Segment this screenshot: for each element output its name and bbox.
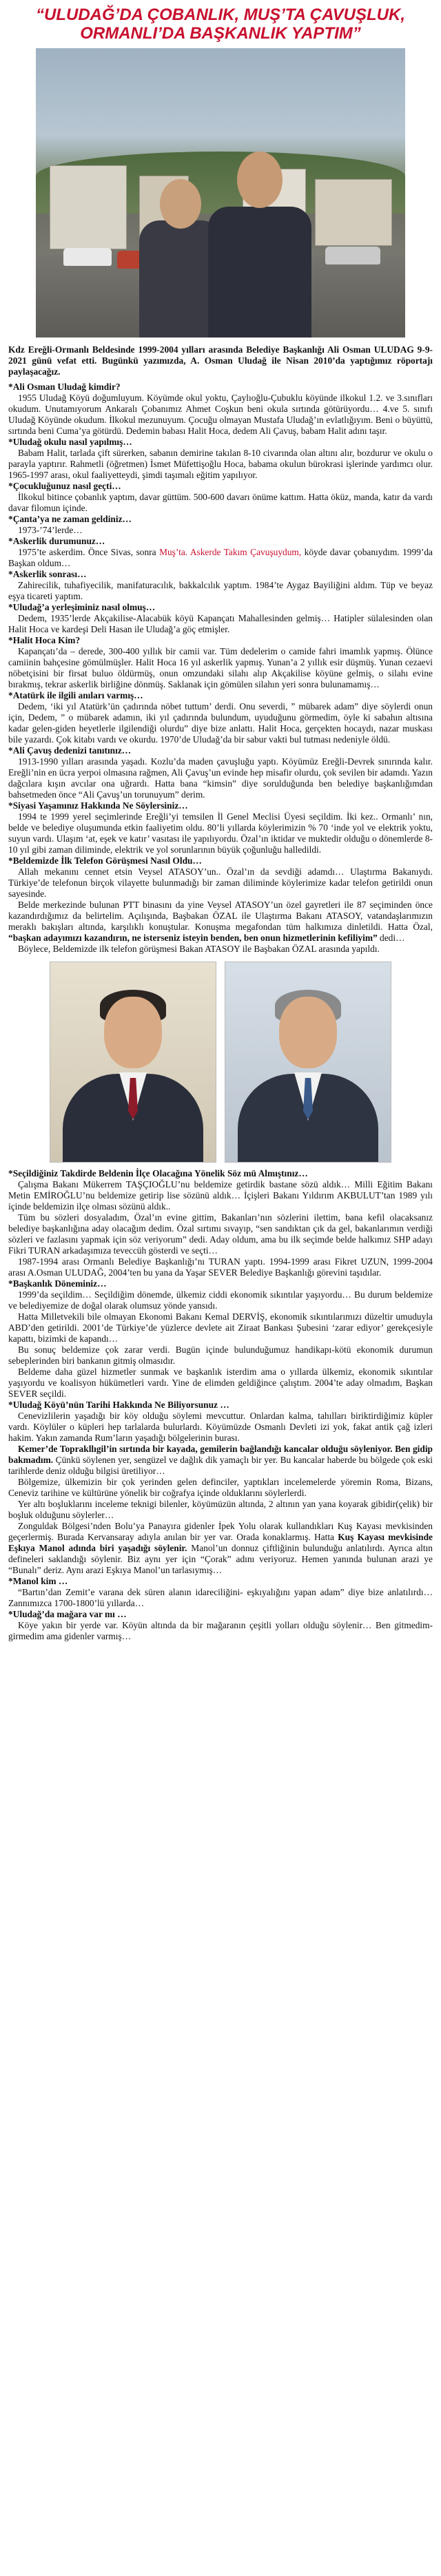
- headline-line-2: ORMANLI’DA BAŞKANLIK YAPTIM”: [80, 24, 361, 43]
- interview-answer: 1975’te askerdim. Önce Sivas, sonra Muş’ta. Askerde Takım Çavuşuydum, köyde davar çobanıydım. 1999’da Başkan oldum…: [8, 547, 433, 568]
- interview-question: *Başkanlık Döneminiz…: [8, 1278, 107, 1289]
- photo-car: [325, 247, 380, 264]
- caption-question: *Seçildiğiniz Takdirde Beldenin İlçe Olacağına Yönelik Söz mü Almıştınız…: [8, 1168, 308, 1178]
- interview-answer: Babam Halit, tarlada çift sürerken, sabanın demirine takılan 8-10 civarında olan altını alır, bozdurur ve okulu o parayla yaptırır. Rahmetli (öğretmen) İsmet Müfettişoğlu Hoca, babama okulun bürokrasi işlerinde yardımcı olur. 1965-1997 arası, okul faaliyetteydi, şimdi taşımalı eğitim yapılıyor.: [8, 448, 433, 480]
- interview-question: *Siyasi Yaşamınız Hakkında Ne Söylersiniz…: [8, 800, 188, 811]
- interview-answer: Böylece, Beldemizde ilk telefon görüşmesi Bakan ATASOY ile Başbakan ÖZAL arasında yapıldı.: [18, 944, 380, 954]
- interview-answer: 1999’da seçildim… Seçildiğim dönemde, ülkemiz ciddi ekonomik sıkıntılar yaşıyordu… Bu durum beldemize ve belediyemize de doğal olarak olumsuz yönde yansıdı.: [8, 1289, 433, 1311]
- caption-paragraph: Çalışma Bakanı Mükerrem TAŞÇIOĞLU’nu beldemize getirdik bastane sözü aldık… Milli Eğitim Bakanı Metin EMİROĞLU’nu beldemize getirip lise sözünü aldık… İçişleri Bakanı Yıldırım AKBULUT’tan 1989 yılı içinde beldemizin ilçe olması sözünü aldık..: [8, 1179, 433, 1212]
- interview-section-1: [8, 382, 433, 955]
- interview-answer: İlkokul bitince çobanlık yaptım, davar güttüm. 500-600 davarı önüme kattım. Hatta öküz, manda, katır da vardı davar filomun içinde.: [8, 492, 433, 513]
- interview-answer: “Bartın’dan Zemit’e varana dek süren alanın idareciliğini- eşkıyalığını yapan adam” diye bize anlatılırdı… Zannımızca 1700-1800’lü yıllarda…: [8, 1587, 433, 1608]
- interview-answer: 1955 Uludağ Köyü doğumluyum. Köyümde okul yoktu, Çaylıoğlu-Çubuklu köyünde ilkokul 1.2. ve 3.sınıfları okudum. Unutamıyorum Ankaralı Çobanımız Ahmet Coşkun beni okula sırtında götürüyordu… 4.ve 5. sınıfı Uludağ Köyünde okudum. İlkokul mezunuyum. Çocuğu olmayan Mustafa Uludağ’ın evlatlığıyım. Beni o büyüttü, sırtında beni Cuma’ya götürdü. Dedemin babası Halit Hoca, dedem Ali Çavuş, babam Halit adını taşır.: [8, 393, 433, 436]
- interview-question: *Halit Hoca Kim?: [8, 635, 81, 645]
- interview-question: *Ali Çavuş dedenizi tanıtınız…: [8, 745, 132, 756]
- interview-question: *Uludağ okulu nasıl yapılmış…: [8, 437, 132, 447]
- street-photo: [36, 48, 405, 337]
- interview-answer: Dedem, 1935’lerde Akçakilise-Alacabük köyü Kapançatı Mahallesinden gelmiş… Hatipler sülalesinden olan Halit Hoca ve kardeşi Deli Hasan ile Uludağ’a göç etmişler.: [8, 613, 433, 634]
- intro-paragraph: Kdz Ereğli-Ormanlı Beldesinde 1999-2004 yılları arasında Belediye Başkanlığı Ali Osman ULUDAG 9-9-2021 günü vefat etti. Bugünkü yazımızda, A. Osman Uludağ ile Nisan 2010’da yaptığımız röportajı paylaşacağız.: [8, 344, 433, 377]
- interview-answer: Hatta Milletvekili bile olmayan Ekonomi Bakanı Kemal DERVİŞ, ekonomik sıkıntılarımızı düzeltir umuduyla ABD’den getirildi. 2001’de Türkiye’de yüzlerce devlete ait Ziraat Bankası Şubesini ‘zarar ediyor’ gerekçesiyle kapattı, bizimki de kapandı…: [8, 1311, 433, 1344]
- interview-answer: Bu sonuç beldemize çok zarar verdi. Bugün içinde bulunduğumuz handikapı-kötü ekonomik durumun sebeplerinden biri bankanın gitmiş olmasıdır.: [8, 1344, 433, 1366]
- interview-answer: Kapançatı’da – derede, 300-400 yıllık bir camii var. Tüm dedelerim o camide fahri imamlık yapmış. Ölünce camiinin bahçesine gömülmüşler. Halit Hoca 16 yıl askerlik yapmış. Yunan’a 2 yıllık esir düşmüş. Yunan cezaevi nöbetçisini bir firsat buluo öldürmüş, onun omzundaki silahı alıp Akçakilise köyüne gelmiş, o silahı evine bırakmış, tekrar askerlik birliğine dönmüş. Saklanak için gömülen silahın yeri sonra bulunamamış…: [8, 646, 433, 689]
- interview-question: *Askerlik durumunuz…: [8, 536, 105, 546]
- interview-question: *Çanta’ya ne zaman geldiniz…: [8, 514, 132, 524]
- interview-answer: Zahirecilik, tuhafiyecilik, manifaturacılık, bakkalcılık yaptım. 1984’te Aygaz Bayiliğini aldım. Tüp ve beyaz eşya ticareti yaptım.: [8, 580, 433, 601]
- interview-answer: Beldeme daha güzel hizmetler sunmak ve başkanlık isterdim ama o yıllarda ülkemiz, ekonomik sıkıntılar yaşıyordu ve koalisyon hükümetleri vardı. Yine de elimden geldiğince çalıştım. 2004’te aday olmadım, Başkan SEVER seçildi.: [8, 1367, 433, 1399]
- photo-car: [63, 248, 112, 266]
- portrait-pair: [8, 962, 433, 1163]
- interview-answer: Belde merkezinde bulunan PTT binasını da yine Veysel ATASOY’un özel gayretleri ile 87 seçiminden önce kazandırdığımız da belirtelim. Açılışında, Başbakan ÖZAL ile Ulaştırma Bakanı ATASOY, vatandaşlarımızın meraklı bakışları altında, karşılıklı konuştular. Konuşma megafondan tüm halkımıza dinletildi. Hatta Özal, “başkan adayımızı kazandırın, ne isterseniz isteyin benden, ben onun hizmetlerinin kefiliyim” dedi…: [8, 900, 433, 943]
- interview-question: *Beldemizde İlk Telefon Görüşmesi Nasıl Oldu…: [8, 855, 202, 866]
- interview-question: *Askerlik sonrası…: [8, 569, 87, 579]
- headline-line-1: “ULUDAĞ’DA ÇOBANLIK, MUŞ’TA ÇAVUŞLUK,: [36, 6, 405, 24]
- interview-question: *Uludağ Köyü’nün Tarihi Hakkında Ne Biliyorsunuz …: [8, 1400, 229, 1410]
- portrait-photo-left: [50, 962, 216, 1163]
- caption-paragraph: 1987-1994 arası Ormanlı Belediye Başkanlığı’nı TURAN yaptı. 1994-1999 arası Fikret UZUN, 1999-2004 arası A.Osman ULUDAĞ, 2004’ten bu yana da Yaşar SEVER Belediye Başkanlığı görevini taşıdılar.: [8, 1256, 433, 1278]
- interview-section-2: [8, 1278, 433, 1642]
- caption-paragraph: Tüm bu sözleri dosyaladım, Özal’ın evine gittim, Bakanları’nın sözlerini ilettim, bana kefil olacaksanız belediye başkanlığına aday olacağım dedim. Özal sırtımı sıvayıp, “sen sandıktan çık da gel, bakanlarımın verdiği sözleri ve fazlasını yapmak için söz veriyorum” dedi. Aday oldum, ama bu ilk seçimde belde halkımız SHP adayı Fikri TURAN arkadaşımıza teveccüh gösterdi ve seçti…: [8, 1212, 433, 1256]
- interview-answer: Allah mekanını cennet etsin Veysel ATASOY’un.. Özal’ın da sevdiği adamdı… Ulaştırma Bakanıydı. Türkiye’de telefonun birçok vilayette bulunmadığı bir zaman diliminde köylerimize kadar telefon getirildi onun sayesinde.: [8, 866, 433, 899]
- interview-answer: Zonguldak Bölgesi’nden Bolu’ya Panayıra gidenler İpek Yolu olarak kullandıkları Kuş Kayası mevkisinden geçerlermiş. Burada Kervansaray adıyla anılan bir yer var. Orada konaklarmış. Hatta Kuş Kayası mevkisinde Eşkıya Manol adında biri yaşadığı söylenir. Manol’un donnuz çiftliğinin bulunduğu anlatılırdı. Ayrıca altın defineleri saklandığı söylenir. Biz aynı yer için “Çorak” adını veriyoruz. Hemen yanında bulunan arazi ye “Bunalı” deriz. Aynı arazi Eşkıya Manol’un tarlasıymış…: [8, 1521, 433, 1575]
- interview-answer: Köye yakın bir yerde var. Köyün altında da bir mağaranın çeşitli yolları olduğu söylenir… Ben gitmedim-girmedim ama gidenler varmış…: [8, 1620, 433, 1641]
- headline: [8, 6, 433, 43]
- photo-building: [315, 179, 392, 246]
- interview-question: *Çocukluğunuz nasıl geçti…: [8, 481, 121, 491]
- photo-building: [50, 165, 127, 249]
- interview-question: *Uludağ’a yerleşiminiz nasıl olmuş…: [8, 602, 156, 612]
- interview-question: *Ali Osman Uludağ kimdir?: [8, 382, 121, 392]
- interview-answer: Kemer’de Toprakllıgil’in sırtında bir kayada, gemilerin bağlandığı kancalar olduğu söyleniyor. Ben gidip bakmadım. Çünkü söylenen yer, sengüzel ve dağlık dik yamaçlı bir yer. Bu kancalar haberde bu bölgede çok eski tarihlerde deniz olduğu bilgisi üretiliyor…: [8, 1444, 433, 1476]
- interview-answer: Cenevizlilerin yaşadığı bir köy olduğu söylemi mevcuttur. Onlardan kalma, tahılları biriktirdiğimiz küpler vardı. Köylüler o küpleri hep tarlalarda bulurlardı. Köyümüzde Osmanlı Devleti izi yok, fakat antik çağ izleri hakim. Yakın zamanda Rum’ların yaşadığı bölgelerinin burası.: [8, 1411, 433, 1443]
- interview-question: *Uludağ’da mağara var mı …: [8, 1609, 127, 1619]
- interview-answer: 1913-1990 yılları arasında yaşadı. Kozlu’da maden çavuşluğu yaptı. Köyümüz Ereğli-Devrek sınırında kalır. Ereğli’nin en ücra yerpoi olmasına rağmen, Ali Çavuş’un evinde hep misafir olurdu, çok sevilen bir adamdı. Yazın dağcılara kışın avcılar ona uğrardı. Hatta bana “kimsin” diye sorulduğunda ben belediye başkanlığımdan bahsetmeden önce “Ali Çavuş’un torunuyum” derim.: [8, 756, 433, 800]
- interview-question: *Atatürk ile ilgili anıları varmış…: [8, 690, 143, 700]
- interview-answer: Bölgemize, ülkemizin bir çok yerinden gelen definciler, yaptıkları incelemelerde yöremin Roma, Bizans, Ceneviz tarihine ve kültürüne yönelik bir coğrafya içinde olduklarını söylerlerdi.: [8, 1477, 433, 1498]
- interview-answer: 1973-’74’lerde…: [18, 525, 83, 535]
- interview-question: *Manol kim …: [8, 1576, 68, 1586]
- portrait-photo-right: [225, 962, 391, 1163]
- interview-answer: 1994 te 1999 yerel seçimlerinde Ereğli’yi temsilen İl Genel Meclisi Üyesi seçildim. İki kez.. Ormanlı’ nın, belde ve belediye oluşumunda etkin faaliyetim oldu. 80’li yıllarda köylerimizin % 70 ‘inde yol ve elektrik yoktu, suyun vardı. Ulaşım ‘at, eşek ve katır’ vasıtası ile yapılıyordu. Özal’ın iktidar ve muktedir olduğu o dönemlerde 8-10 yıl gibi zaman diliminde, elektrik ve yol sorunlarının büyük çoğunluğu halledildi.: [8, 811, 433, 855]
- interview-answer: Dedem, ‘iki yıl Atatürk’ün çadırında nöbet tuttum’ derdi. Onu severdi, ” mübarek adam” diye söylerdi onun için, Dedem, ” o mübarek adamın, iki yıl çadırında bulundum, uyuduğunu görmedim, öyle ki sabahın altısına kadar gelen-giden heyetlerle ilgilendiği olurdu” diye bize anlattı. Halit Hoca, gerçekten hocaydı, nazar muskası bile yazardı. Çok kitabı vardı ve okurdu. 1970’de Uludağ’da bir sabur vakti bul tutması nedeniyle öldü.: [8, 701, 433, 745]
- interview-answer: Yer altı boşluklarını inceleme teknigi bilenler, köyümüzün altında, 2 altının yan yana koyarak gibidir(çelik) bir boşluk olduğunu söylerler…: [8, 1499, 433, 1520]
